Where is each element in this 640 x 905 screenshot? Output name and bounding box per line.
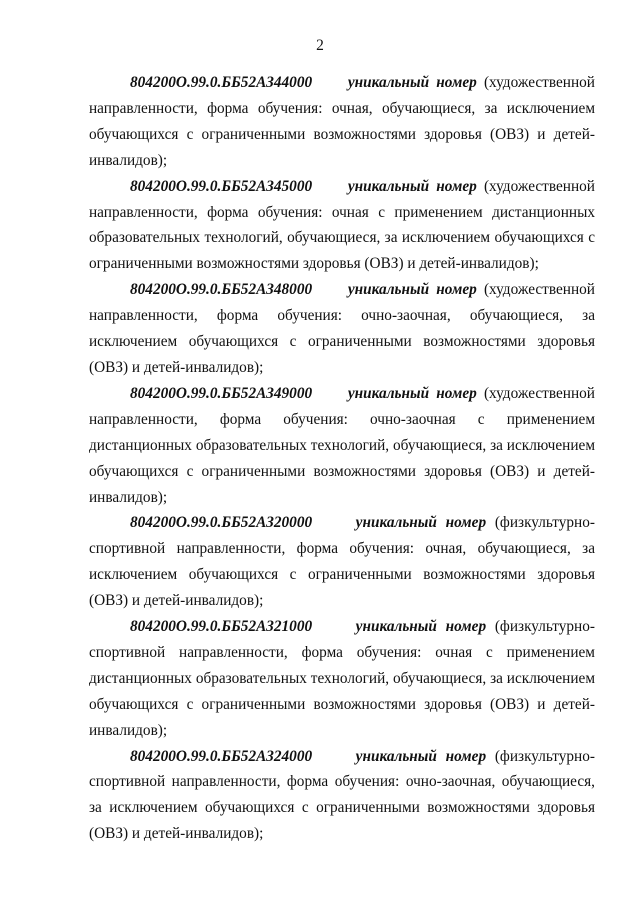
registry-code: 804200О.99.0.ББ52АЗ20000: [130, 514, 313, 532]
registry-code: 804200О.99.0.ББ52АЗ24000: [130, 747, 313, 765]
unique-number-label: уникальный номер: [355, 618, 487, 636]
unique-number-label: уникальный номер: [347, 281, 477, 299]
entry-description: (физкультурно-спортивной направленности, форма обучения: очно-заочная, обучающиеся, за исключением обучающихся с ограниченными возможностями здоровья (ОВЗ) и детей-инвалидов);: [89, 747, 595, 843]
entry-description: (художественной направленности, форма обучения: очно-заочная с применением дистанционных образовательных технологий, обучающиеся, за исключением обучающихся с ограниченными возможностями здоровья (ОВЗ) и детей-инвалидов);: [89, 384, 595, 506]
entry-4: [89, 381, 595, 511]
entry-description: (художественной направленности, форма обучения: очная с применением дистанционных образовательных технологий, обучающиеся, за исключением обучающихся с ограниченными возможностями здоровья (ОВЗ) и детей-инвалидов);: [89, 177, 595, 273]
entry-6: [89, 614, 595, 744]
registry-code: 804200О.99.0.ББ52АЗ45000: [130, 177, 313, 195]
entry-description: (физкультурно-спортивной направленности, форма обучения: очная с применением дистанционных образовательных технологий, обучающиеся, за исключением обучающихся с ограниченными возможностями здоровья (ОВЗ) и детей-инвалидов);: [89, 618, 595, 739]
unique-number-label: уникальный номер: [355, 514, 487, 532]
entry-5: [89, 510, 595, 614]
entry-description: (художественной направленности, форма обучения: очная, обучающиеся, за исключением обучающихся с ограниченными возможностями здоровья (ОВЗ) и детей-инвалидов);: [89, 74, 595, 169]
registry-code: 804200О.99.0.ББ52АЗ44000: [130, 74, 313, 91]
entry-description: (художественной направленности, форма обучения: очно-заочная, обучающиеся, за исключением обучающихся с ограниченными возможностями здоровья (ОВЗ) и детей-инвалидов);: [89, 281, 595, 376]
unique-number-label: уникальный номер: [347, 384, 477, 402]
registry-code: 804200О.99.0.ББ52АЗ48000: [130, 281, 313, 299]
entry-description: (физкультурно-спортивной направленности, форма обучения: очная, обучающиеся, за исключением обучающихся с ограниченными возможностями здоровья (ОВЗ) и детей-инвалидов);: [89, 514, 595, 610]
unique-number-label: уникальный номер: [347, 177, 477, 195]
page-number: 2: [316, 37, 324, 54]
entry-3: [89, 277, 595, 381]
registry-code: 804200О.99.0.ББ52АЗ49000: [130, 384, 313, 402]
registry-code: 804200О.99.0.ББ52АЗ21000: [130, 618, 313, 636]
unique-number-label: уникальный номер: [355, 747, 487, 765]
document-body: [89, 70, 595, 847]
entry-7: [89, 744, 595, 848]
entry-2: [89, 174, 595, 278]
entry-1: [89, 70, 595, 174]
unique-number-label: уникальный номер: [347, 74, 477, 91]
